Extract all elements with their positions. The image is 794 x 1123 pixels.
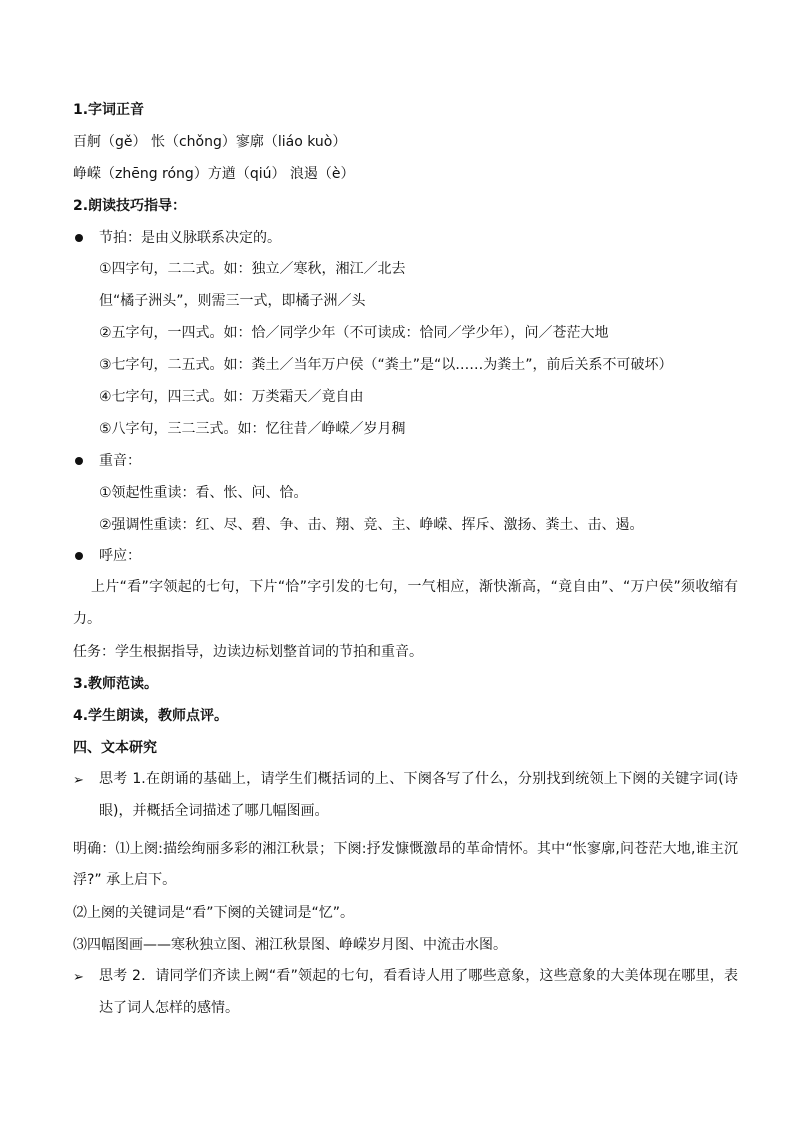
document-content [73, 100, 738, 1025]
rhythm-item-4: ④七字句，四三式。如：万类霜天／竟自由 [99, 389, 364, 406]
stress-item-2: ②强调性重读：红、尽、碧、争、击、翔、竞、主、峥嵘、挥斥、激扬、粪土、击、遏。 [99, 516, 644, 533]
question-2 [73, 967, 738, 1025]
section-title-teacher-reading: 3.教师范读。 [73, 676, 159, 693]
answer-1-part-2: ⑵上阕的关键词是“看”下阕的关键词是“忆”。 [73, 905, 355, 922]
bullet-rhythm [73, 228, 738, 260]
arrow-bullet-icon: ➢ [73, 772, 84, 788]
pronunciation-line-2: 峥嵘（zhēng róng）方遒（qiú） 浪遏（è） [73, 165, 355, 182]
question-1-text: 思考 1.在朗诵的基础上，请学生们概括词的上、下阕各写了什么，分别找到统领上下阕的关键字词(诗眼)，并概括全词描述了哪几幅图画。 [99, 770, 738, 819]
bullet-echo-text: 呼应： [99, 548, 141, 565]
section-title-text-study: 四、文本研究 [73, 739, 157, 756]
rhythm-item-1-note: 但“橘子洲头”，则需三一式，即橘子洲／头 [99, 293, 366, 310]
bullet-rhythm-text: 节拍：是由义脉联系决定的。 [99, 229, 281, 246]
rhythm-item-2: ②五字句，一四式。如：恰／同学少年（不可读成：恰同／学少年），问／苍茫大地 [99, 325, 609, 342]
bullet-dot-icon [73, 228, 99, 248]
rhythm-item-3: ③七字句，二五式。如：粪土／当年万户侯（“粪土”是“以……为粪土”，前后关系不可破坏） [99, 357, 673, 374]
question-1 [73, 770, 738, 828]
section-title-reading-guide: 2.朗读技巧指导： [73, 197, 187, 214]
answer-1-part-1: 明确：⑴上阕:描绘绚丽多彩的湘江秋景；下阕:抒发慷慨激昂的革命情怀。其中“怅寥廓,问苍茫大地,谁主沉浮?” 承上启下。 [73, 840, 738, 889]
bullet-stress-text: 重音： [99, 452, 141, 469]
echo-paragraph: 上片“看”字领起的七句，下片“恰”字引发的七句，一气相应，渐快渐高，“竟自由”、“万户侯”须收缩有力。 [73, 579, 738, 628]
rhythm-item-5: ⑤八字句，三二三式。如：忆往昔／峥嵘／岁月稠 [99, 420, 406, 437]
stress-item-1: ①领起性重读：看、怅、问、恰。 [99, 484, 308, 501]
task-line: 任务：学生根据指导，边读边标划整首词的节拍和重音。 [73, 644, 423, 661]
section-title-pronunciation: 1.字词正音 [73, 102, 145, 118]
bullet-dot-icon [73, 451, 99, 471]
answer-1-part-3: ⑶四幅图画——寒秋独立图、湘江秋景图、峥嵘岁月图、中流击水图。 [73, 937, 507, 954]
arrow-bullet-icon: ➢ [73, 970, 84, 986]
bullet-stress [73, 451, 738, 483]
rhythm-item-1: ①四字句，二二式。如：独立／寒秋，湘江／北去 [99, 261, 406, 278]
pronunciation-line-1: 百舸（gě） 怅（chǒng）寥廓（liáo kuò） [73, 133, 347, 150]
question-2-text: 思考 2．请同学们齐读上阙“看”领起的七句，看看诗人用了哪些意象，这些意象的大美体现在哪里，表达了词人怎样的感情。 [99, 968, 738, 1017]
section-title-student-reading: 4.学生朗读，教师点评。 [73, 707, 229, 724]
bullet-dot-icon [73, 546, 99, 566]
